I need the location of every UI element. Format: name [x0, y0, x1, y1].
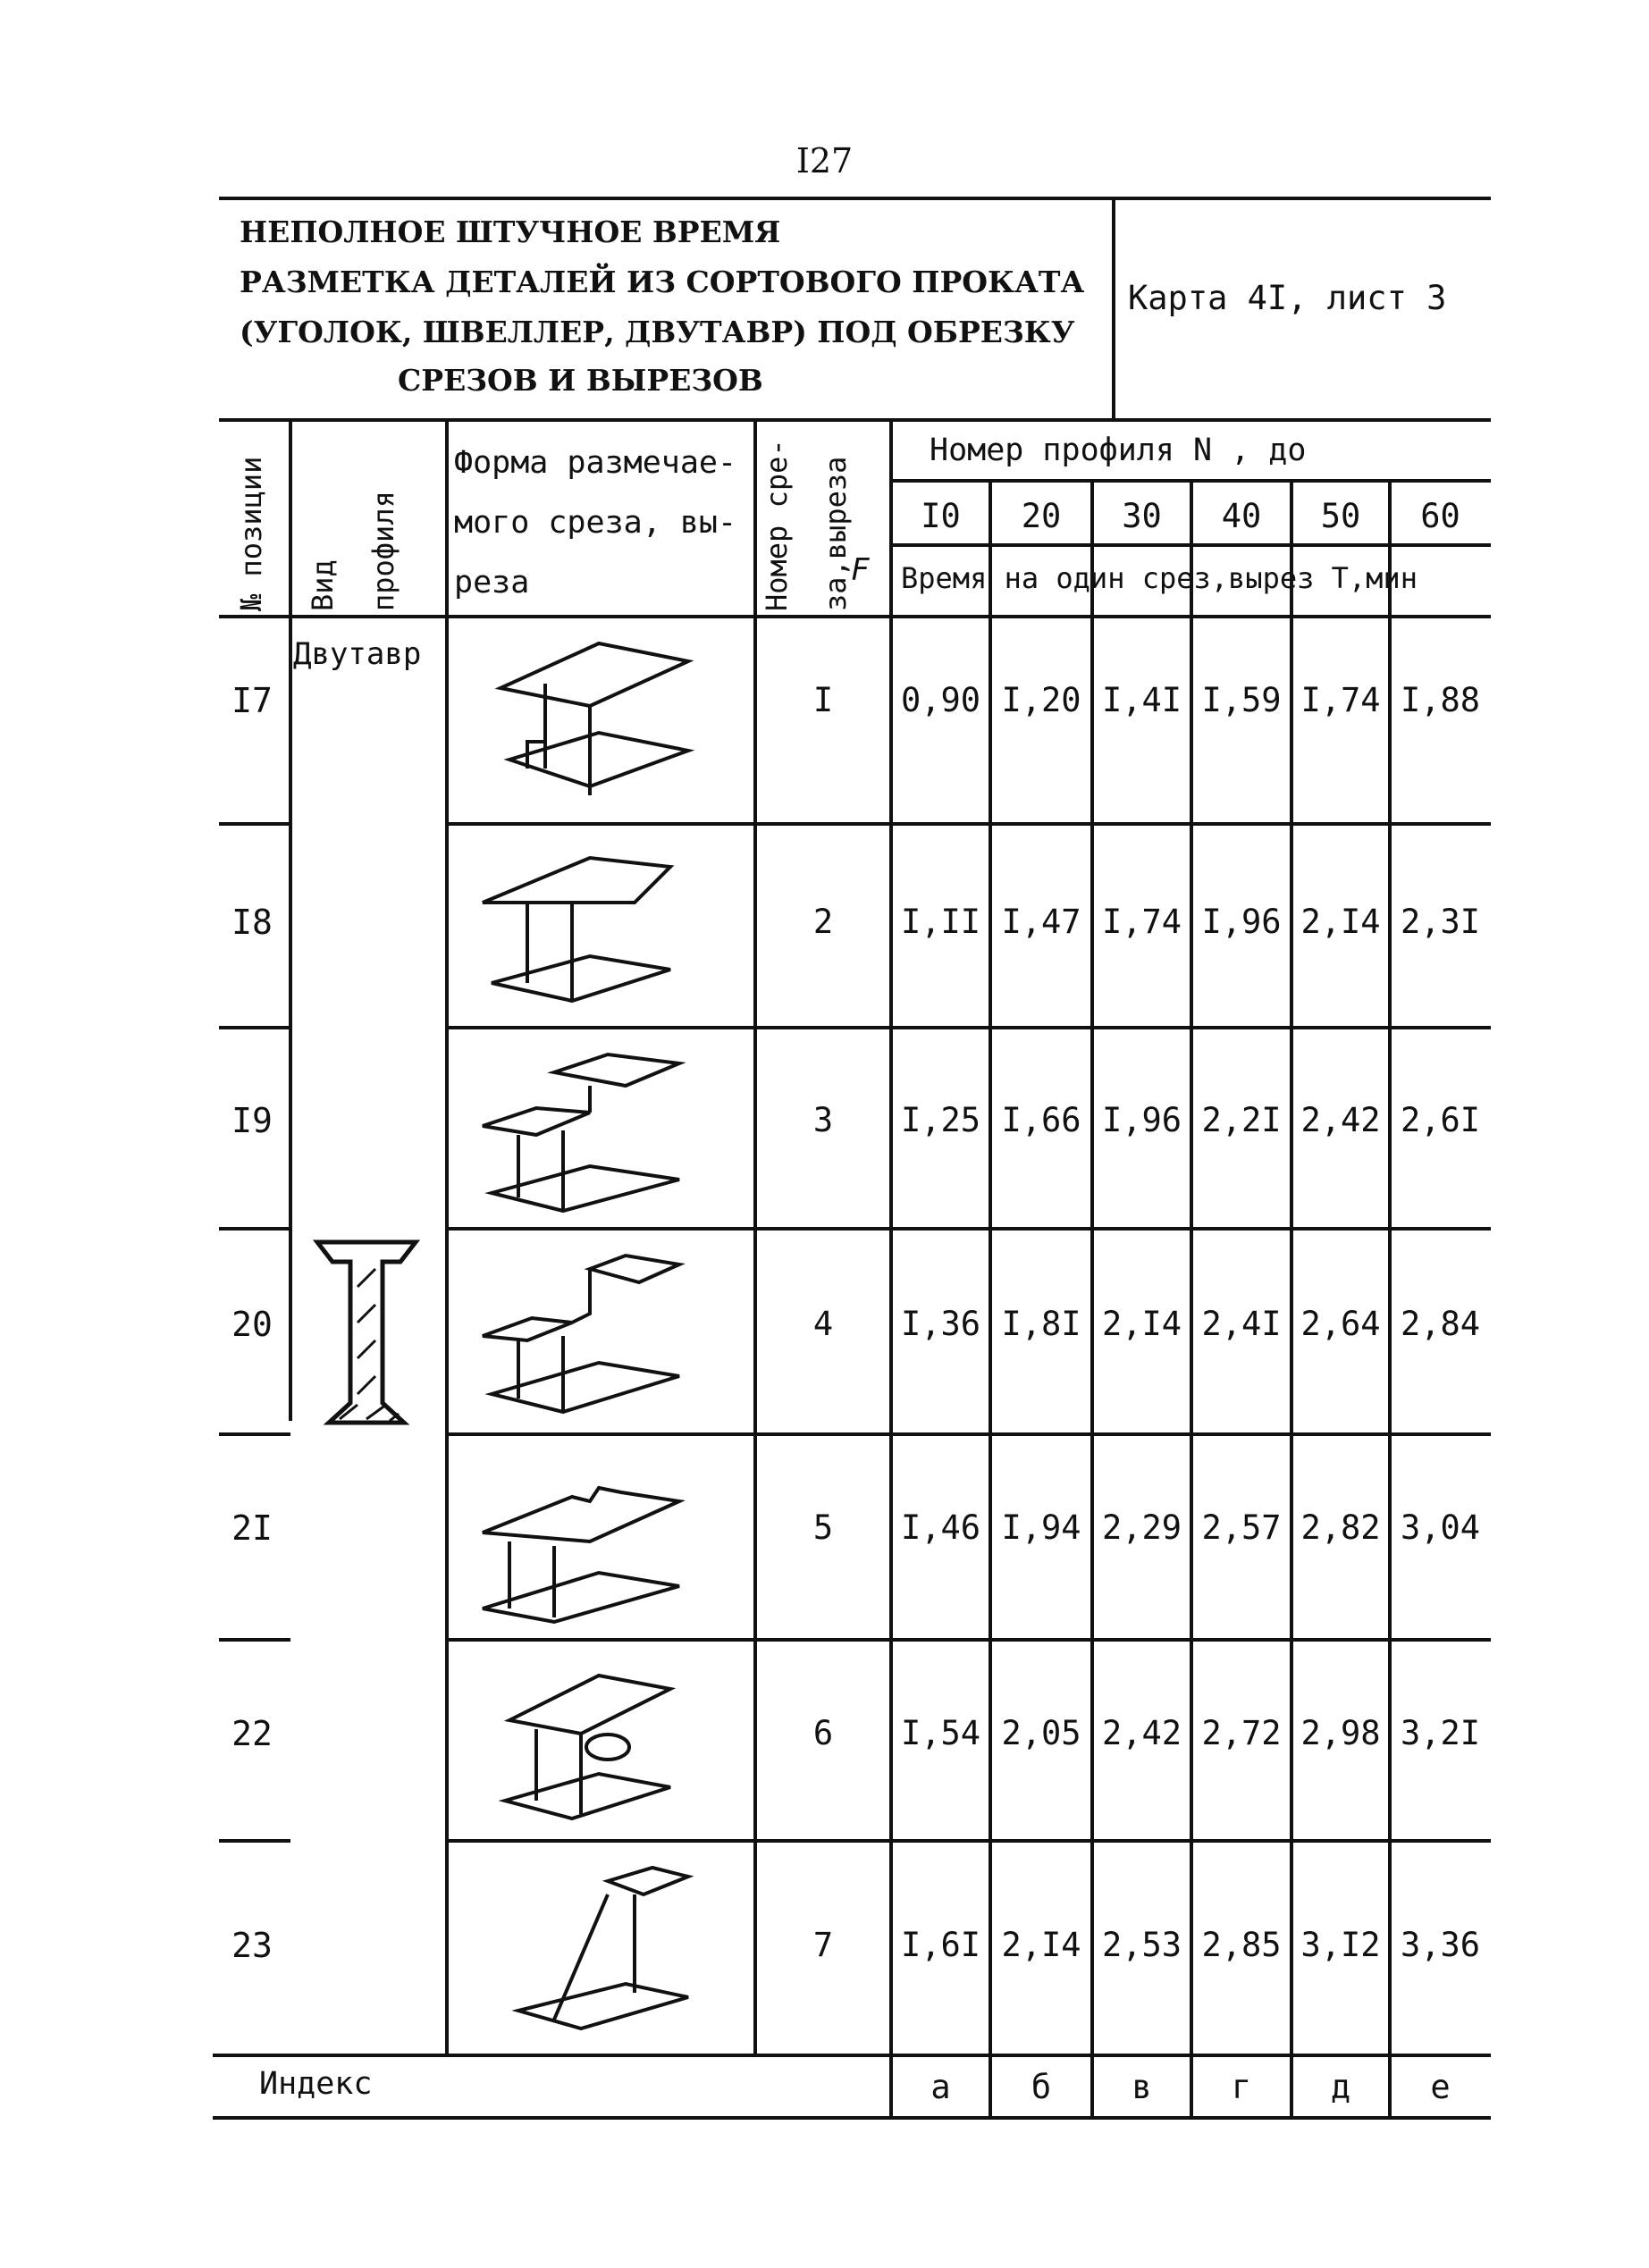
value-cell: I,6I [900, 1926, 981, 1964]
cut-shape-2-figure [465, 840, 706, 1019]
cut-number: 3 [812, 1101, 834, 1139]
value-cell: 3,I2 [1300, 1926, 1381, 1964]
value-cell: I,66 [1001, 1101, 1081, 1139]
value-cell: 2,42 [1101, 1714, 1182, 1752]
card-label: Карта 4I, лист 3 [1128, 279, 1447, 317]
value-cell: 2,82 [1300, 1508, 1381, 1547]
i-beam-section-icon [304, 1233, 429, 1439]
value-cell: 2,72 [1201, 1714, 1282, 1752]
column-header: 60 [1420, 497, 1460, 535]
value-cell: I,8I [1001, 1305, 1081, 1343]
value-cell: I,47 [1001, 903, 1081, 941]
value-cell: 2,05 [1001, 1714, 1081, 1752]
header-profile-view-b: профиля [366, 491, 400, 611]
value-cell: I,94 [1001, 1508, 1081, 1547]
row-position: I7 [231, 681, 273, 720]
value-cell: 3,2I [1400, 1714, 1481, 1752]
value-cell: 2,I4 [1001, 1926, 1081, 1964]
value-cell: 2,85 [1201, 1926, 1282, 1964]
index-value: д [1330, 2068, 1351, 2106]
header-shape-2: мого среза, вы- [454, 505, 737, 541]
value-cell: 2,4I [1201, 1305, 1282, 1343]
title-line-4: СРЕЗОВ И ВЫРЕЗОВ [398, 363, 763, 398]
value-cell: I,25 [900, 1101, 981, 1139]
row-position: 23 [231, 1926, 273, 1965]
page-number: I27 [795, 141, 854, 181]
header-time-per-cut: Время на один срез,вырез Т,мин [901, 561, 1418, 595]
index-value: а [930, 2068, 951, 2106]
value-cell: 2,57 [1201, 1508, 1282, 1547]
value-cell: 3,36 [1400, 1926, 1481, 1964]
profile-type: Двутавр [293, 636, 422, 672]
header-profile-number: Номер профиля N , до [930, 433, 1307, 468]
header-shape-3: реза [454, 565, 530, 601]
cut-number: 5 [812, 1508, 834, 1547]
value-cell: 2,98 [1300, 1714, 1381, 1752]
value-cell: 2,I4 [1300, 903, 1381, 941]
index-value: г [1231, 2068, 1252, 2106]
column-header: 40 [1221, 497, 1262, 535]
cut-number: 6 [812, 1714, 834, 1752]
header-cut-number-a: Номер сре- [760, 439, 794, 611]
value-cell: I,46 [900, 1508, 981, 1547]
cut-shape-4-figure [465, 1247, 706, 1425]
title-line-2: РАЗМЕТКА ДЕТАЛЕЙ ИЗ СОРТОВОГО ПРОКАТА [240, 265, 1085, 299]
row-position: I8 [231, 903, 273, 942]
index-value: в [1132, 2068, 1152, 2106]
column-header: 50 [1320, 497, 1361, 535]
value-cell: I,59 [1201, 681, 1282, 719]
value-cell: I,96 [1201, 903, 1282, 941]
value-cell: I,4I [1101, 681, 1182, 719]
cut-number: 7 [812, 1926, 834, 1964]
value-cell: 2,6I [1400, 1101, 1481, 1139]
cut-shape-5-figure [465, 1452, 706, 1631]
value-cell: 0,90 [900, 681, 981, 719]
title-line-3: (УГОЛОК, ШВЕЛЛЕР, ДВУТАВР) ПОД ОБРЕЗКУ [240, 315, 1075, 349]
value-cell: 2,42 [1300, 1101, 1381, 1139]
index-value: б [1031, 2068, 1052, 2106]
value-cell: 2,I4 [1101, 1305, 1182, 1343]
column-header: I0 [921, 497, 961, 535]
value-cell: I,20 [1001, 681, 1081, 719]
cut-shape-7-figure [501, 1859, 706, 2046]
column-header: 20 [1021, 497, 1062, 535]
cut-number: 4 [812, 1305, 834, 1343]
row-position: I9 [231, 1101, 273, 1140]
value-cell: 2,84 [1400, 1305, 1481, 1343]
header-position: № позиции [234, 456, 268, 611]
row-position: 22 [231, 1714, 273, 1753]
cut-shape-6-figure [483, 1658, 697, 1836]
header-cut-number-b: за,выреза [819, 456, 853, 611]
value-cell: 3,04 [1400, 1508, 1481, 1547]
title-line-1: НЕПОЛНОЕ ШТУЧНОЕ ВРЕМЯ [240, 214, 781, 249]
value-cell: I,II [900, 903, 981, 941]
cut-shape-3-figure [465, 1046, 706, 1224]
cut-number: 2 [812, 903, 834, 941]
value-cell: 2,64 [1300, 1305, 1381, 1343]
index-label: Индекс [259, 2066, 373, 2102]
value-cell: I,36 [900, 1305, 981, 1343]
value-cell: I,54 [900, 1714, 981, 1752]
value-cell: 2,2I [1201, 1101, 1282, 1139]
value-cell: I,96 [1101, 1101, 1182, 1139]
column-header: 30 [1122, 497, 1162, 535]
value-cell: I,74 [1300, 681, 1381, 719]
header-profile-view-a: Вид [306, 559, 340, 611]
value-cell: 2,29 [1101, 1508, 1182, 1547]
index-value: е [1430, 2068, 1451, 2106]
cut-number: I [812, 681, 834, 719]
cut-shape-1-figure [474, 634, 706, 813]
row-position: 2I [231, 1508, 273, 1548]
row-position: 20 [231, 1305, 273, 1344]
value-cell: I,74 [1101, 903, 1182, 941]
value-cell: 2,53 [1101, 1926, 1182, 1964]
value-cell: 2,3I [1400, 903, 1481, 941]
header-shape-1: Форма размечае- [454, 445, 737, 481]
header-cut-symbol: F [851, 552, 870, 588]
value-cell: I,88 [1400, 681, 1481, 719]
